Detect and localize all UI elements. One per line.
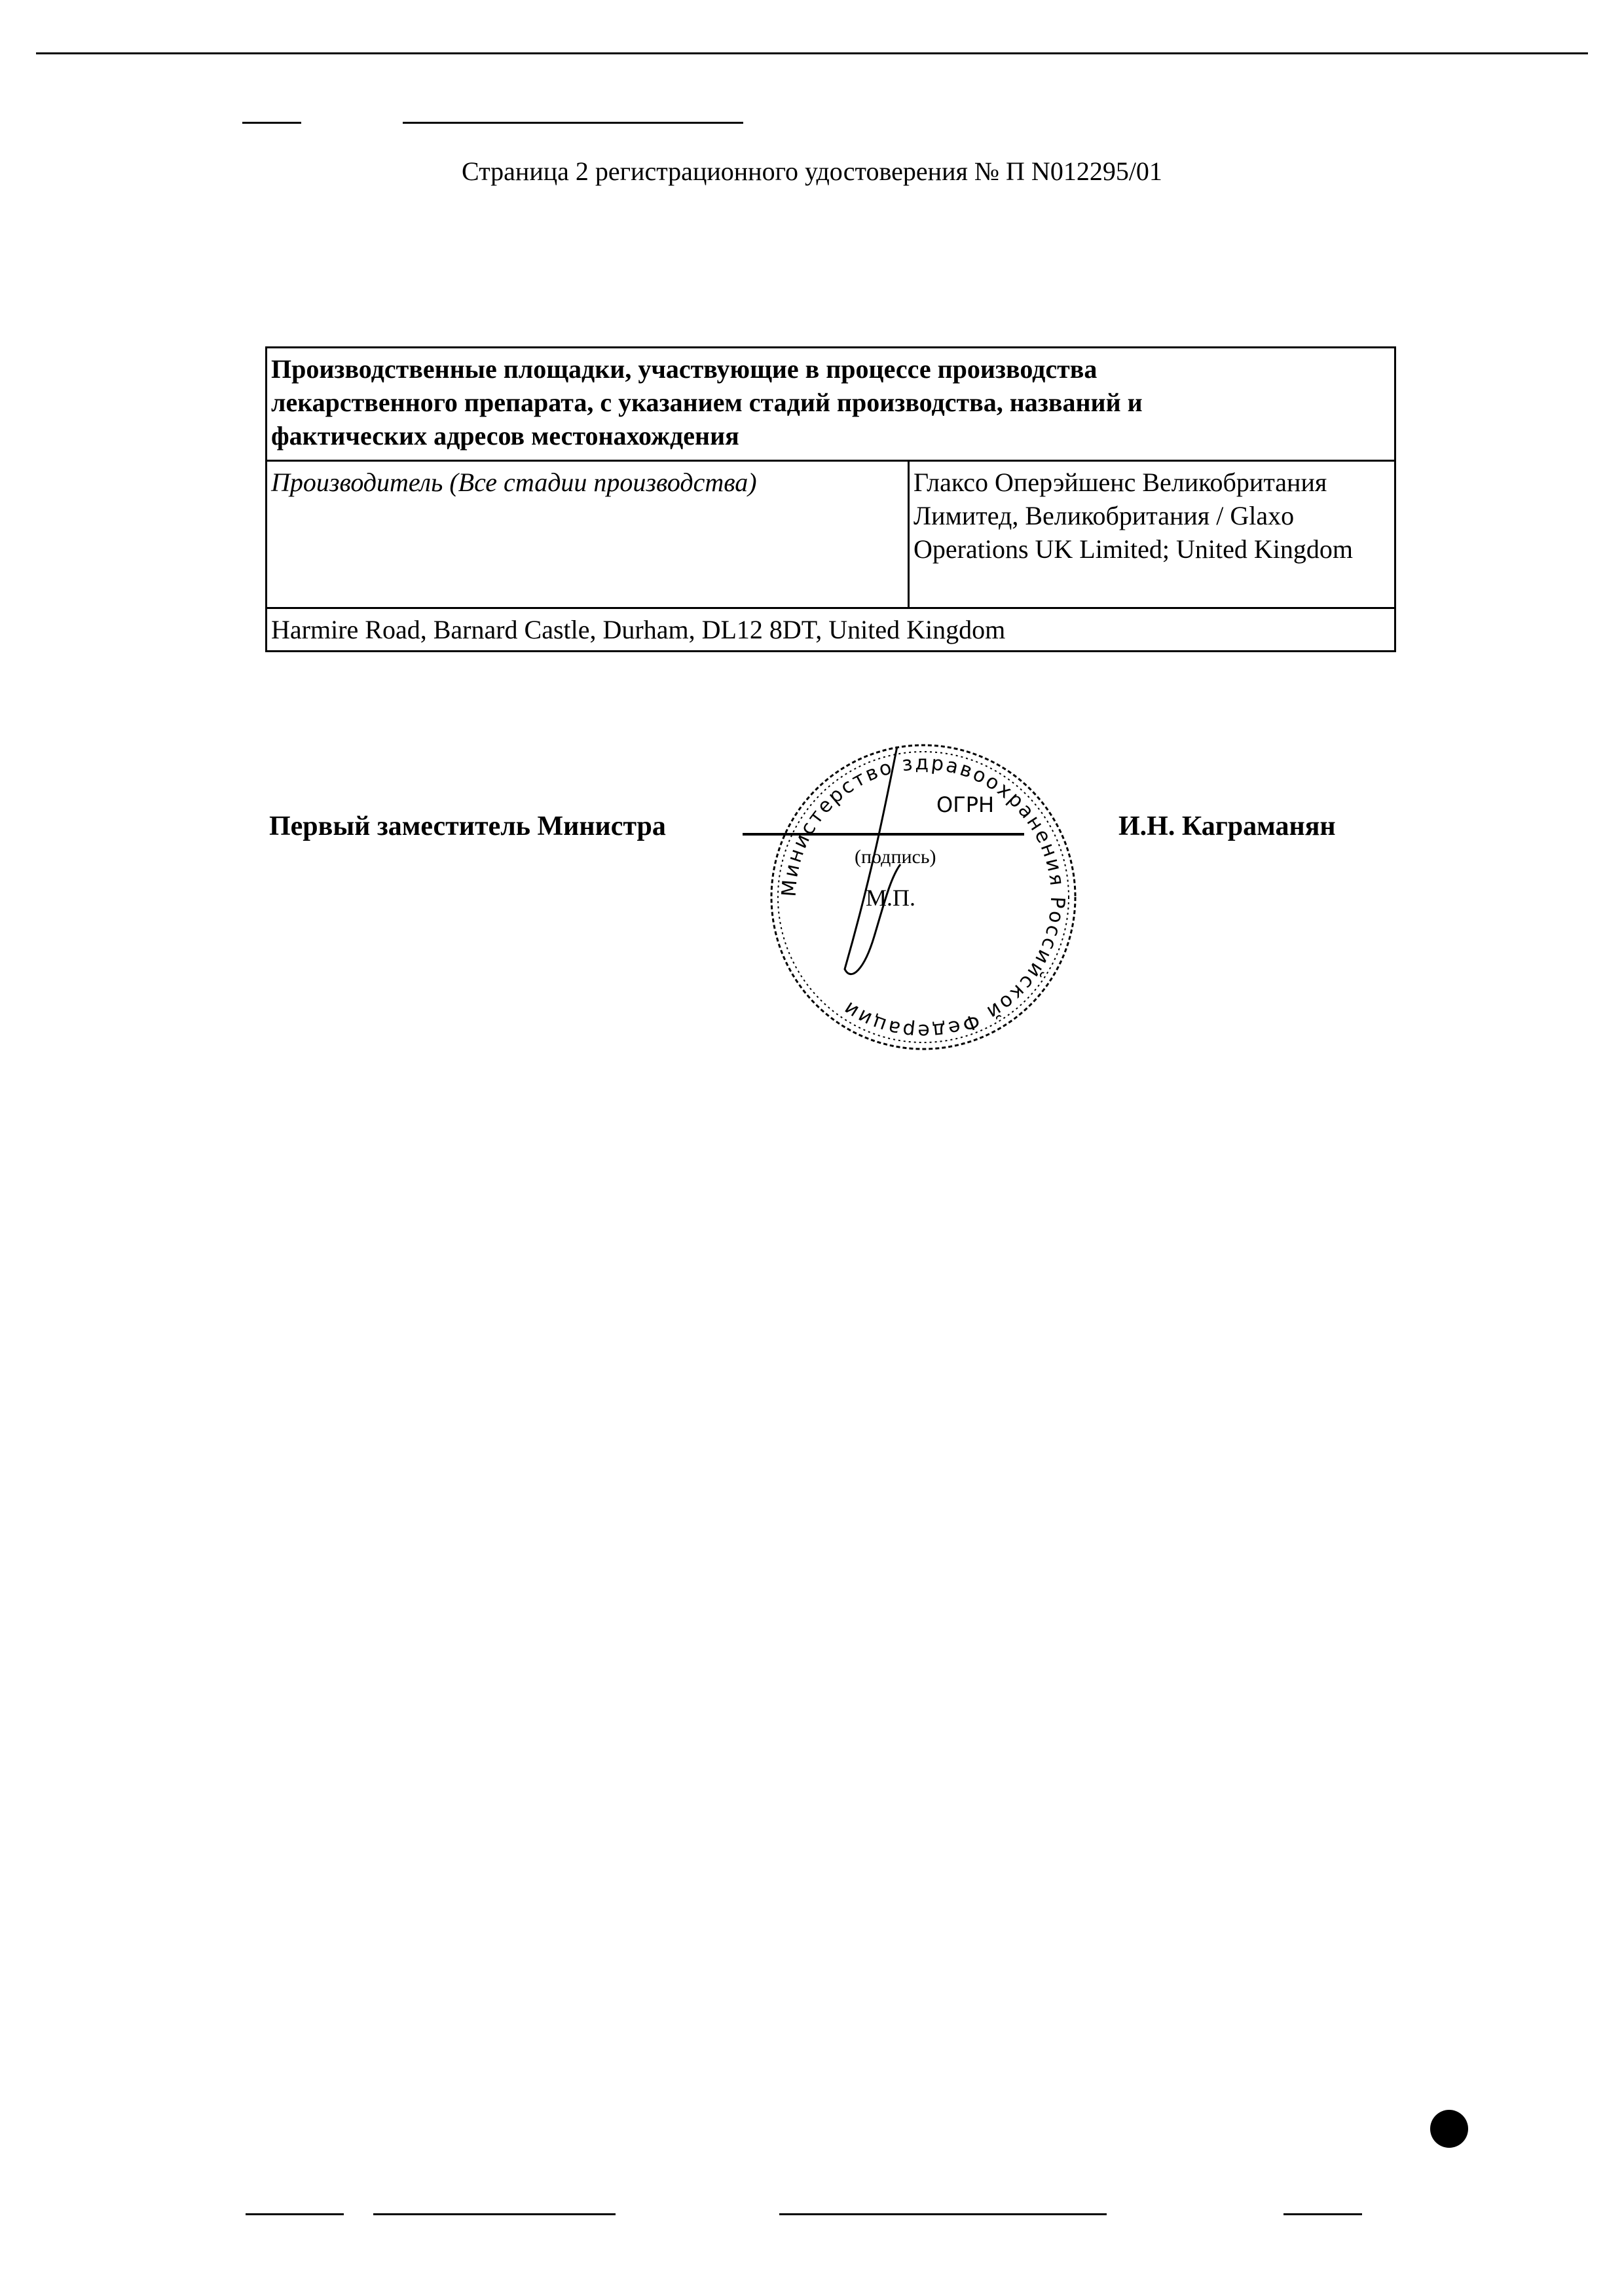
bottom-scan-line (1283, 2213, 1362, 2215)
seal-caption: М.П. (866, 885, 916, 911)
bottom-scan-line (779, 2213, 1107, 2215)
manufacturer-name: Глаксо Оперэйшенс Великобритания Лимитед, Великобритания / Glaxo Operations UK Limited; United Kingdom (909, 461, 1395, 608)
table-heading: Производственные площадки, участвующие в процессе производства лекарственного препарата, с указанием стадий производства, названий и фактических адресов местонахождения (267, 348, 1395, 461)
manufacturer-role: Производитель (Все стадии производства) (267, 461, 909, 608)
bottom-scan-line (246, 2213, 344, 2215)
top-scan-line (242, 122, 301, 124)
top-scan-line (403, 122, 743, 124)
official-stamp (760, 733, 1087, 1061)
page-header: Страница 2 регистрационного удостоверения № П N012295/01 (462, 157, 1162, 186)
top-rule (36, 52, 1588, 54)
svg-text:Министерство здравоохранения Р (778, 752, 1069, 1042)
manufacturing-sites-table (265, 346, 1396, 652)
signatory-name: И.Н. Каграманян (1118, 811, 1336, 841)
stamp-center-text: ОГРН (936, 792, 995, 817)
signatory-position: Первый заместитель Министра (269, 811, 666, 841)
punch-hole-mark (1430, 2110, 1468, 2148)
manufacturer-address: Harmire Road, Barnard Castle, Durham, DL12 8DT, United Kingdom (267, 608, 1395, 652)
signature-caption: (подпись) (855, 846, 936, 868)
stamp-ring-text: Министерство здравоохранения Российской Федерации (777, 751, 1069, 1043)
bottom-scan-line (373, 2213, 616, 2215)
